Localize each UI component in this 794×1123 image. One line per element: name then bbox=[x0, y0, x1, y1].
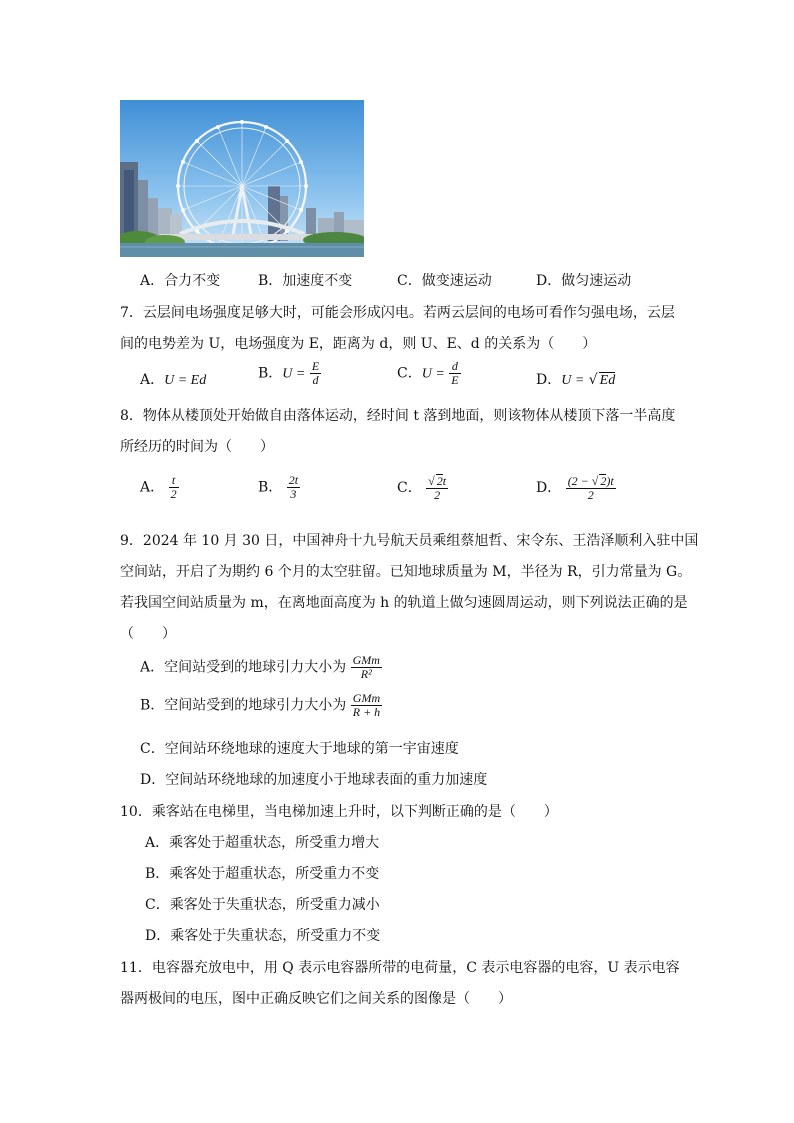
q6-option-d: D．做匀速运动 bbox=[536, 273, 632, 289]
sqrt-icon: √ bbox=[588, 372, 598, 388]
q6-option-c: C．做变速运动 bbox=[397, 273, 492, 289]
q11-stem-line1: 11．电容器充放电中，用 Q 表示电容器所带的电荷量，C 表示电容器的电容，U 表示电容 bbox=[120, 960, 680, 976]
q9-stem-line2: 空间站，开启了为期约 6 个月的太空驻留。已知地球质量为 M，半径为 R，引力常量为 G。 bbox=[120, 564, 692, 580]
sqrt-icon: √ bbox=[591, 474, 599, 488]
q9-option-d: D．空间站环绕地球的加速度小于地球表面的重力加速度 bbox=[140, 772, 488, 788]
q8-option-c: C． $\frac{√ 2t}{2}$ bbox=[397, 474, 447, 503]
q8-stem-line2: 所经历的时间为（ ） bbox=[120, 439, 274, 455]
q7-c-fraction: $\frac{d}{E}$ bbox=[451, 359, 459, 388]
q8-option-d: D． $\frac{(2 - √ 2)t}{2}$ bbox=[536, 474, 614, 503]
q10-stem: 10．乘客站在电梯里，当电梯加速上升时，以下判断正确的是（ ） bbox=[120, 804, 558, 820]
sqrt-icon: √ bbox=[428, 474, 435, 488]
q9-option-c: C．空间站环绕地球的速度大于地球的第一宇宙速度 bbox=[140, 741, 459, 757]
q7-b-fraction: $\frac{E}{d}$ bbox=[311, 359, 320, 388]
q9-stem-line4: （ ） bbox=[120, 626, 176, 642]
q7-option-b: B．U = $\frac{E}{d}$ bbox=[258, 359, 320, 388]
q10-option-a: A．乘客处于超重状态，所受重力增大 bbox=[145, 835, 380, 851]
q9-stem-line1: 9．2024 年 10 月 30 日，中国神舟十九号航天员乘组蔡旭哲、宋令东、王浩泽顺利入驻中国 bbox=[120, 533, 699, 549]
q9-stem-line3: 若我国空间站质量为 m，在离地面高度为 h 的轨道上做匀速圆周运动，则下列说法正确的是 bbox=[120, 595, 688, 611]
q8-stem-line1: 8．物体从楼顶处开始做自由落体运动，经时间 t 落到地面，则该物体从楼顶下落一半高度 bbox=[120, 408, 676, 424]
q7-option-c: C．U = $\frac{d}{E}$ bbox=[397, 359, 459, 388]
q6-option-a: A．合力不变 bbox=[140, 273, 221, 289]
q6-option-b: B．加速度不变 bbox=[258, 273, 353, 289]
q10-option-d: D．乘客处于失重状态，所受重力不变 bbox=[145, 928, 381, 944]
q9-option-a: A．空间站受到的地球引力大小为 $\frac{\text{GMm}}{\text{R²}}$ bbox=[140, 653, 380, 682]
q10-option-b: B．乘客处于超重状态，所受重力不变 bbox=[145, 866, 380, 882]
q7-option-d: D．U = √ Ed bbox=[536, 372, 616, 388]
q11-stem-line2: 器两极间的电压，图中正确反映它们之间关系的图像是（ ） bbox=[120, 991, 512, 1007]
q7-stem-line2: 间的电势差为 U，电场强度为 E，距离为 d，则 U、E、d 的关系为（ ） bbox=[120, 336, 597, 352]
q10-option-c: C．乘客处于失重状态，所受重力减小 bbox=[145, 897, 380, 913]
q7-stem-line1: 7．云层间电场强度足够大时，可能会形成闪电。若两云层间的电场可看作匀强电场，云层 bbox=[120, 305, 675, 321]
ferris-wheel-photo bbox=[120, 100, 364, 257]
q8-option-b: B． $\frac{2t}{3}$ bbox=[258, 473, 299, 502]
q9-option-b: B．空间站受到的地球引力大小为 $\frac{\text{GMm}}{R + h}$ bbox=[140, 691, 381, 720]
q8-option-a: A． $\frac{t}{2}$ bbox=[140, 473, 177, 502]
q7-option-a: A．U = Ed bbox=[140, 372, 207, 388]
